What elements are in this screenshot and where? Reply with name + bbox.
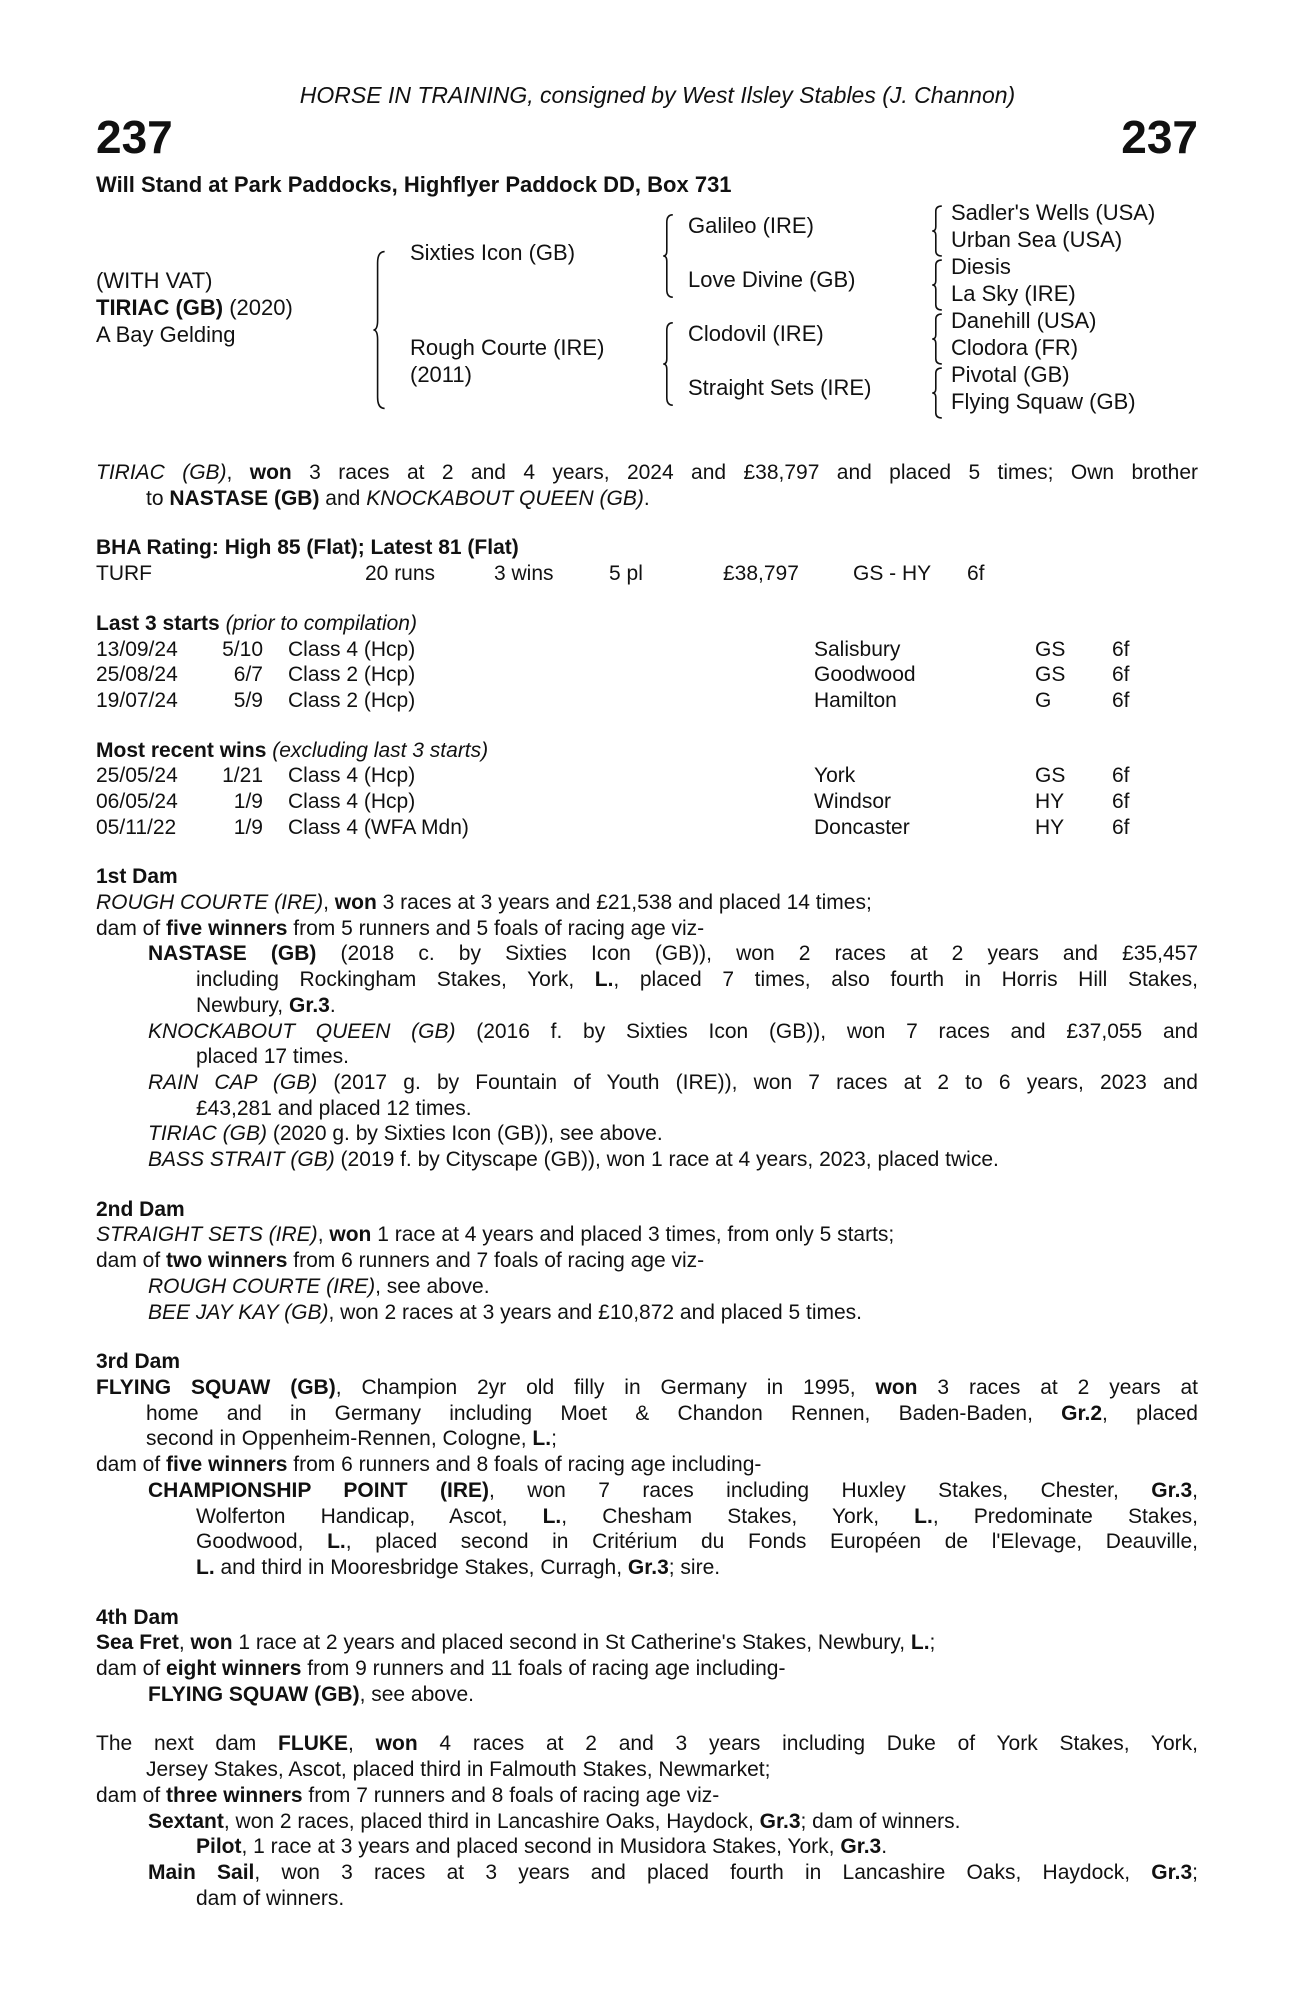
text-line <box>96 916 1198 942</box>
great-grandparent: La Sky (IRE) <box>951 281 1076 306</box>
pedigree-brace <box>931 367 943 419</box>
paragraph <box>96 1121 1198 1147</box>
surface: TURF <box>96 562 152 586</box>
bold-text: Pilot <box>196 1835 242 1859</box>
catalogue-body <box>96 460 1198 1911</box>
stand-location: Will Stand at Park Paddocks, Highflyer Paddock DD, Box 731 <box>96 172 732 197</box>
text: home and in Germany including Moet & Chandon Rennen, Baden-Baden, <box>146 1401 1062 1425</box>
text: , placed <box>1102 1401 1198 1425</box>
bold-text: Main Sail <box>148 1860 255 1884</box>
text: , <box>178 1631 191 1655</box>
italic-text: BEE JAY KAY (GB) <box>148 1300 329 1324</box>
italic-text: TIRIAC (GB) <box>148 1122 267 1146</box>
text-line <box>96 967 1198 993</box>
paragraph <box>96 1682 1198 1708</box>
text: from 6 runners and 7 foals of racing age viz- <box>287 1249 705 1273</box>
dam-section <box>96 1197 1198 1326</box>
text-line <box>96 1783 1198 1809</box>
text: , placed 7 times, also fourth in Horris Hill Stakes, <box>613 968 1198 992</box>
text: £43,281 and placed 12 times. <box>196 1096 472 1120</box>
bold-text: NASTASE (GB) <box>169 486 320 510</box>
text: ; sire. <box>668 1555 721 1579</box>
text-line <box>96 1504 1198 1530</box>
text-line <box>96 941 1198 967</box>
text-line <box>96 1401 1198 1427</box>
race-date: 05/11/22 <box>96 815 177 839</box>
finish-position: 6/7 <box>233 663 263 687</box>
text: from 6 runners and 8 foals of racing age including- <box>287 1453 762 1477</box>
great-grandparent: Flying Squaw (GB) <box>951 389 1136 414</box>
text-line <box>96 1757 1198 1783</box>
horse-description: A Bay Gelding <box>96 322 236 347</box>
text: Newbury, <box>196 993 289 1017</box>
great-grandparent: Sadler's Wells (USA) <box>951 200 1156 225</box>
race-row <box>96 688 1198 714</box>
text-line <box>96 1630 1198 1656</box>
race-date: 06/05/24 <box>96 789 178 813</box>
text: dam of <box>96 916 167 940</box>
text: 3 races at 2 years at <box>917 1375 1198 1399</box>
text: , <box>317 1223 330 1247</box>
bold-text: L. <box>327 1530 346 1554</box>
vat-note: (WITH VAT) <box>96 268 213 293</box>
text: (2018 c. by Sixties Icon (GB)), won 2 races at 2 years and £35,457 <box>316 942 1198 966</box>
finish-position: 1/21 <box>222 764 263 788</box>
race-row <box>96 662 1198 688</box>
dam-section <box>96 1605 1198 1708</box>
text-line <box>96 1274 1198 1300</box>
bold-text: Gr.3 <box>288 993 330 1017</box>
text: 3 races at 2 and 4 years, 2024 and £38,797 and placed 5 times; Own brother <box>291 461 1198 484</box>
lot-number-left: 237 <box>96 111 173 163</box>
going: GS <box>1035 764 1066 788</box>
text: from 5 runners and 5 foals of racing age viz- <box>287 916 705 940</box>
racecourse: Doncaster <box>814 815 910 839</box>
paragraph <box>96 1630 1198 1656</box>
bold-text: Sextant <box>148 1809 224 1833</box>
bold-text: FLYING SQUAW (GB) <box>96 1375 336 1399</box>
text-line <box>96 1147 1198 1173</box>
paragraph <box>96 941 1198 1018</box>
text: , <box>226 461 250 484</box>
text: The next dam <box>96 1732 279 1756</box>
bold-text: Gr.3 <box>1151 1860 1193 1884</box>
text: , Champion 2yr old filly in Germany in 1995, <box>335 1375 876 1399</box>
race-row <box>96 763 1198 789</box>
race-class: Class 2 (Hcp) <box>288 663 416 687</box>
section-note: (excluding last 3 starts) <box>272 738 489 762</box>
text: , placed second in Critérium du Fonds Européen de l'Elevage, Deauville, <box>345 1530 1199 1554</box>
text: , won 3 races at 3 years and placed fourth in Lancashire Oaks, Haydock, <box>254 1860 1152 1884</box>
paragraph <box>96 1070 1198 1121</box>
pedigree-brace <box>931 259 943 311</box>
placed: 5 pl <box>609 562 643 586</box>
dam-year: (2011) <box>410 362 472 387</box>
paragraph <box>96 1375 1198 1452</box>
racecourse: Salisbury <box>814 637 901 661</box>
text-line <box>96 1375 1198 1401</box>
italic-text: STRAIGHT SETS (IRE) <box>96 1223 318 1247</box>
text: dam of <box>96 1657 167 1681</box>
text-line <box>96 460 1198 486</box>
bold-text: Gr.2 <box>1061 1401 1103 1425</box>
bold-text: won <box>375 1732 418 1756</box>
pedigree-brace <box>931 205 943 257</box>
distance: 6f <box>1112 789 1130 813</box>
paragraph <box>96 1860 1198 1911</box>
text: ; <box>551 1427 557 1451</box>
spacer <box>96 1707 1198 1731</box>
text-line <box>96 1860 1198 1886</box>
text: including Rockingham Stakes, York, <box>196 968 595 992</box>
lot-number-right: 237 <box>1121 111 1198 163</box>
bold-text: won <box>329 1223 372 1247</box>
dam-dam: Straight Sets (IRE) <box>688 375 872 400</box>
great-grandparent: Diesis <box>951 254 1011 279</box>
text: (2016 f. by Sixties Icon (GB)), won 7 races and £37,055 and <box>455 1019 1198 1043</box>
italic-text: ROUGH COURTE (IRE) <box>96 891 324 915</box>
paragraph <box>96 1783 1198 1809</box>
paragraph <box>96 1809 1198 1835</box>
text-line <box>96 1656 1198 1682</box>
horse-name-line <box>96 295 293 321</box>
race-row <box>96 637 1198 663</box>
spacer <box>96 840 1198 864</box>
text: dam of <box>96 1783 167 1807</box>
paragraph <box>96 1731 1198 1782</box>
race-date: 13/09/24 <box>96 637 178 661</box>
text: and <box>319 486 367 510</box>
text: to <box>146 486 170 510</box>
text-line <box>96 1886 1198 1912</box>
dam-section <box>96 1349 1198 1580</box>
dam: Rough Courte (IRE) <box>410 335 605 360</box>
italic-text: KNOCKABOUT QUEEN (GB) <box>148 1019 456 1043</box>
dam-heading: 1st Dam <box>96 865 178 889</box>
section-title: Last 3 starts <box>96 611 220 635</box>
italic-text: BASS STRAIT (GB) <box>148 1148 335 1172</box>
text: dam of <box>96 1249 167 1273</box>
pedigree-brace <box>931 313 943 365</box>
spacer <box>96 1581 1198 1605</box>
text: , 1 race at 3 years and placed second in Musidora Stakes, York, <box>241 1835 841 1859</box>
bold-text: won <box>249 461 292 484</box>
text-line <box>96 1834 1198 1860</box>
text: , Predominate Stakes, <box>932 1504 1199 1528</box>
text: Wolferton Handicap, Ascot, <box>196 1504 543 1528</box>
text: , <box>323 891 335 915</box>
racecourse: Hamilton <box>814 688 897 712</box>
going: GS <box>1035 663 1066 687</box>
text: , Chesham Stakes, York, <box>561 1504 915 1528</box>
text: 1 race at 4 years and placed 3 times, from only 5 starts; <box>371 1223 895 1247</box>
race-row <box>96 789 1198 815</box>
sire-dam: Love Divine (GB) <box>688 267 856 292</box>
bold-text: L. <box>594 968 614 992</box>
racecourse: York <box>814 764 856 788</box>
bold-text: Gr.3 <box>840 1835 882 1859</box>
text-line <box>96 1478 1198 1504</box>
text-line <box>96 1070 1198 1096</box>
distance: 6f <box>1112 637 1130 661</box>
distance: 6f <box>1112 688 1130 712</box>
bold-text: three winners <box>166 1783 303 1807</box>
section-note: (prior to compilation) <box>225 611 417 635</box>
text: . <box>643 486 650 510</box>
bold-text: L. <box>542 1504 562 1528</box>
text: ; <box>1192 1860 1199 1884</box>
distance: 6f <box>1112 663 1130 687</box>
spacer <box>96 1325 1198 1349</box>
paragraph <box>96 916 1198 942</box>
race-date: 25/08/24 <box>96 663 178 687</box>
bold-text: Sea Fret <box>96 1631 179 1655</box>
bold-text: FLYING SQUAW (GB) <box>148 1682 360 1706</box>
italic-text: TIRIAC (GB) <box>96 461 227 484</box>
sire: Sixties Icon (GB) <box>410 240 576 265</box>
text: , won 2 races at 3 years and £10,872 and placed 5 times. <box>328 1300 863 1324</box>
text-line <box>96 1300 1198 1326</box>
dam-sire: Clodovil (IRE) <box>688 321 824 346</box>
going-range: GS - HY <box>853 562 932 586</box>
great-grandparent: Pivotal (GB) <box>951 362 1070 387</box>
text: 3 races at 3 years and £21,538 and placed 14 times; <box>376 891 872 915</box>
paragraph <box>96 1300 1198 1326</box>
text: and third in Mooresbridge Stakes, Curragh, <box>214 1555 628 1579</box>
bold-text: FLUKE <box>278 1732 349 1756</box>
pedigree-brace <box>662 322 674 406</box>
distance: 6f <box>1112 764 1130 788</box>
bold-text: two winners <box>166 1249 288 1273</box>
finish-position: 1/9 <box>233 789 263 813</box>
recent-wins-heading <box>96 738 1198 764</box>
bold-text: won <box>190 1631 233 1655</box>
finish-position: 5/9 <box>233 688 263 712</box>
bold-text: won <box>875 1375 918 1399</box>
finish-position: 1/9 <box>233 815 263 839</box>
bold-text: L. <box>910 1631 930 1655</box>
text: , won 7 races including Huxley Stakes, Chester, <box>489 1478 1152 1502</box>
text-line <box>96 1248 1198 1274</box>
section-title: Most recent wins <box>96 738 267 762</box>
text: second in Oppenheim-Rennen, Cologne, <box>146 1427 533 1451</box>
text-line <box>96 1426 1198 1452</box>
bold-text: five winners <box>166 916 288 940</box>
paragraph <box>96 1478 1198 1581</box>
italic-text: RAIN CAP (GB) <box>148 1070 318 1094</box>
text: , won 2 races, placed third in Lancashire Oaks, Haydock, <box>223 1809 760 1833</box>
dam-heading: 4th Dam <box>96 1605 179 1629</box>
great-grandparent: Danehill (USA) <box>951 308 1097 333</box>
dam-section <box>96 1731 1198 1911</box>
race-class: Class 2 (Hcp) <box>288 688 416 712</box>
text: . <box>881 1835 888 1859</box>
text-line <box>96 1731 1198 1757</box>
text: (2019 f. by Cityscape (GB)), won 1 race at 4 years, 2023, placed twice. <box>334 1148 999 1172</box>
dam-heading: 3rd Dam <box>96 1350 181 1374</box>
text: ; dam of winners. <box>800 1809 961 1833</box>
text: , <box>348 1732 376 1756</box>
paragraph <box>96 890 1198 916</box>
race-row <box>96 815 1198 841</box>
distance: 6f <box>967 562 985 586</box>
bold-text: Gr.3 <box>759 1809 801 1833</box>
great-grandparent: Clodora (FR) <box>951 335 1079 360</box>
text-line <box>96 1044 1198 1070</box>
text: , see above. <box>375 1274 490 1298</box>
earnings: £38,797 <box>723 562 799 586</box>
wins: 3 wins <box>494 562 554 586</box>
paragraph <box>96 1452 1198 1478</box>
horse-name: TIRIAC (GB) <box>96 295 224 320</box>
text-line <box>96 1019 1198 1045</box>
text: placed 17 times. <box>196 1045 349 1069</box>
text-line <box>96 1096 1198 1122</box>
going: HY <box>1035 789 1065 813</box>
bold-text: NASTASE (GB) <box>148 942 317 966</box>
text: Goodwood, <box>196 1530 328 1554</box>
dam-section <box>96 864 1198 1172</box>
paragraph <box>96 1147 1198 1173</box>
text: from 7 runners and 8 foals of racing age viz- <box>302 1783 720 1807</box>
race-class: Class 4 (Hcp) <box>288 637 416 661</box>
paragraph <box>96 1834 1198 1860</box>
text: (2017 g. by Fountain of Youth (IRE)), won 7 races at 2 to 6 years, 2023 and <box>317 1070 1198 1094</box>
text-line <box>96 1809 1198 1835</box>
text: dam of <box>96 1453 167 1477</box>
pedigree-brace <box>662 214 674 298</box>
bold-text: CHAMPIONSHIP POINT (IRE) <box>148 1478 490 1502</box>
spacer <box>96 1173 1198 1197</box>
going: HY <box>1035 815 1065 839</box>
text: , <box>1192 1478 1198 1502</box>
italic-text: ROUGH COURTE (IRE) <box>148 1274 376 1298</box>
catalogue-header: HORSE IN TRAINING, consigned by West Ilsley Stables (J. Channon) <box>299 82 1016 108</box>
text: ; <box>929 1631 936 1655</box>
horse-year: (2020) <box>229 295 293 320</box>
bold-text: Gr.3 <box>1151 1478 1193 1502</box>
text-line <box>96 1452 1198 1478</box>
text-line <box>96 1682 1198 1708</box>
paragraph <box>96 1248 1198 1274</box>
text-line <box>96 1121 1198 1147</box>
bold-text: eight winners <box>166 1657 302 1681</box>
text: 4 races at 2 and 3 years including Duke of York Stakes, York, <box>417 1732 1199 1756</box>
bold-text: L. <box>532 1427 552 1451</box>
text: dam of winners. <box>196 1886 345 1910</box>
italic-text: KNOCKABOUT QUEEN (GB) <box>366 486 644 510</box>
racecourse: Goodwood <box>814 663 916 687</box>
bold-text: five winners <box>166 1453 288 1477</box>
bold-text: L. <box>914 1504 933 1528</box>
turf-record <box>96 561 1198 587</box>
text: . <box>329 993 336 1017</box>
racecourse: Windsor <box>814 789 892 813</box>
text: from 9 runners and 11 foals of racing age including- <box>301 1657 786 1681</box>
text: 1 race at 2 years and placed second in St Catherine's Stakes, Newbury, <box>232 1631 911 1655</box>
bold-text: L. <box>196 1555 215 1579</box>
distance: 6f <box>1112 815 1130 839</box>
paragraph <box>96 460 1198 511</box>
paragraph <box>96 1656 1198 1682</box>
text-line <box>96 486 1198 512</box>
text: , see above. <box>359 1682 474 1706</box>
race-class: Class 4 (Hcp) <box>288 789 416 813</box>
finish-position: 5/10 <box>222 637 263 661</box>
going: G <box>1035 688 1052 712</box>
going: GS <box>1035 637 1066 661</box>
great-grandparent: Urban Sea (USA) <box>951 227 1123 252</box>
last-starts-heading <box>96 611 1198 637</box>
race-date: 25/05/24 <box>96 764 178 788</box>
race-date: 19/07/24 <box>96 688 178 712</box>
dam-heading: 2nd Dam <box>96 1197 185 1221</box>
text-line <box>96 890 1198 916</box>
race-class: Class 4 (WFA Mdn) <box>288 815 469 839</box>
text-line <box>96 1555 1198 1581</box>
text-line <box>96 1222 1198 1248</box>
paragraph <box>96 1019 1198 1070</box>
paragraph <box>96 1274 1198 1300</box>
text-line <box>96 1529 1198 1555</box>
paragraph <box>96 1222 1198 1248</box>
pedigree-brace <box>372 250 386 410</box>
race-class: Class 4 (Hcp) <box>288 764 416 788</box>
bold-text: Gr.3 <box>627 1555 669 1579</box>
text: Jersey Stakes, Ascot, placed third in Falmouth Stakes, Newmarket; <box>146 1758 771 1782</box>
bha-rating: BHA Rating: High 85 (Flat); Latest 81 (Flat) <box>96 536 519 560</box>
runs: 20 runs <box>365 562 436 586</box>
bold-text: won <box>334 891 377 915</box>
text: (2020 g. by Sixties Icon (GB)), see above. <box>267 1122 663 1146</box>
sire-sire: Galileo (IRE) <box>688 213 814 238</box>
text-line <box>96 993 1198 1019</box>
